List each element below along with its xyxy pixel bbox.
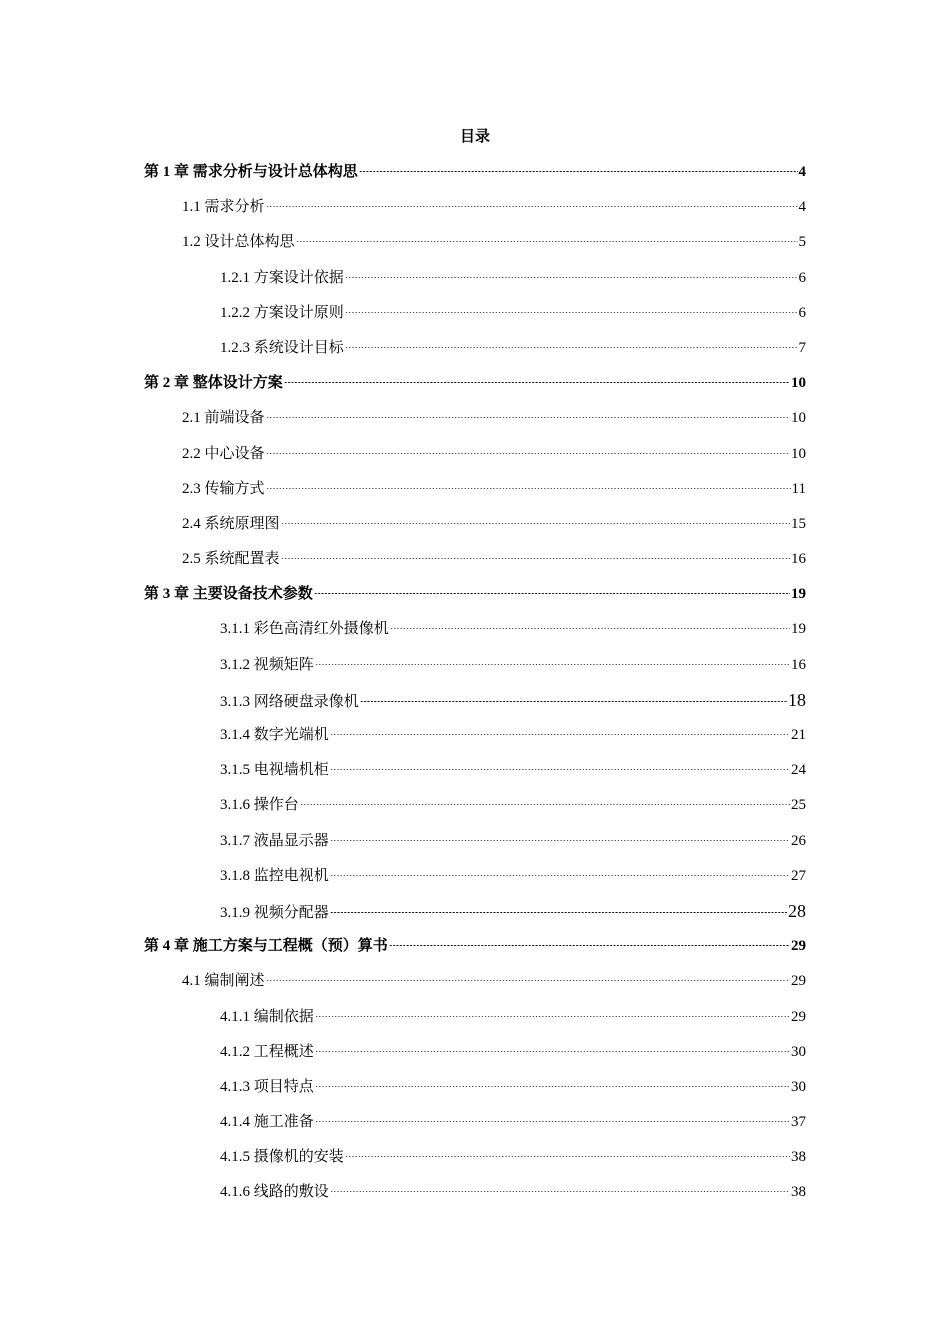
toc-section-entry[interactable]: [0, 619, 806, 654]
table-of-contents: [0, 162, 950, 1218]
toc-page-number: 29: [791, 1008, 806, 1025]
toc-section-entry[interactable]: [0, 725, 806, 760]
dot-leader: [266, 414, 790, 418]
toc-page-number: 5: [798, 234, 806, 251]
dot-leader: [330, 909, 787, 913]
toc-section-entry[interactable]: [0, 408, 806, 443]
toc-section-entry[interactable]: [0, 1077, 806, 1112]
dot-leader: [345, 274, 798, 278]
toc-section-entry[interactable]: [0, 831, 806, 866]
toc-page-number: 38: [791, 1184, 806, 1201]
toc-page-number: 7: [798, 339, 806, 356]
toc-section-entry[interactable]: [0, 795, 806, 830]
toc-chapter-entry[interactable]: [0, 162, 806, 197]
dot-leader: [300, 801, 790, 805]
toc-section-entry[interactable]: [0, 1182, 806, 1217]
toc-page-number: 6: [798, 304, 806, 321]
toc-page-number: 15: [791, 515, 806, 532]
toc-section-entry[interactable]: [0, 514, 806, 549]
dot-leader: [360, 698, 787, 702]
dot-leader: [330, 1188, 790, 1192]
toc-page-number: 19: [791, 621, 806, 638]
toc-entry-label: 1.1 需求分析: [182, 199, 265, 216]
toc-entry-label: 1.2.2 方案设计原则: [220, 304, 344, 321]
toc-page-number: 29: [791, 973, 806, 990]
toc-entry-label: 3.1.2 视频矩阵: [220, 656, 314, 673]
dot-leader: [266, 203, 798, 207]
toc-entry-label: 4.1.1 编制依据: [220, 1008, 314, 1025]
toc-entry-label: 第 1 章 需求分析与设计总体构思: [144, 164, 358, 180]
toc-section-entry[interactable]: [0, 1007, 806, 1042]
toc-page-number: 16: [791, 656, 806, 673]
dot-leader: [330, 766, 790, 770]
toc-entry-label: 2.3 传输方式: [182, 480, 265, 497]
toc-section-entry[interactable]: [0, 690, 806, 725]
dot-leader: [266, 485, 791, 489]
toc-section-entry[interactable]: [0, 303, 806, 338]
toc-page-number: 24: [791, 762, 806, 779]
toc-entry-label: 4.1.3 项目特点: [220, 1078, 314, 1095]
toc-section-entry[interactable]: [0, 444, 806, 479]
dot-leader: [284, 379, 790, 383]
toc-entry-label: 第 3 章 主要设备技术参数: [144, 586, 313, 603]
dot-leader: [330, 872, 790, 876]
toc-section-entry[interactable]: [0, 338, 806, 373]
dot-leader: [345, 309, 798, 313]
dot-leader: [315, 1083, 790, 1087]
dot-leader: [281, 520, 790, 524]
toc-section-entry[interactable]: [0, 760, 806, 795]
toc-entry-label: 3.1.1 彩色高清红外摄像机: [220, 621, 389, 638]
toc-page-number: 10: [791, 410, 806, 427]
toc-page-number: 25: [791, 797, 806, 814]
toc-entry-label: 3.1.4 数字光端机: [220, 727, 329, 743]
toc-page-number: 6: [798, 269, 806, 286]
toc-entry-label: 3.1.7 液晶显示器: [220, 832, 329, 849]
toc-page-number: 26: [791, 832, 806, 849]
toc-page-number: 21: [791, 727, 806, 743]
dot-leader: [296, 238, 798, 242]
toc-entry-label: 2.5 系统配置表: [182, 551, 280, 568]
toc-page-number: 10: [791, 375, 806, 392]
toc-entry-label: 2.4 系统原理图: [182, 515, 280, 532]
toc-section-entry[interactable]: [0, 1112, 806, 1147]
dot-leader: [281, 555, 790, 559]
dot-leader: [330, 731, 790, 735]
toc-section-entry[interactable]: [0, 1147, 806, 1182]
toc-entry-label: 1.2.3 系统设计目标: [220, 339, 344, 356]
toc-entry-label: 3.1.5 电视墙机柜: [220, 762, 329, 779]
dot-leader: [345, 344, 798, 348]
toc-page-number: 4: [798, 199, 806, 216]
dot-leader: [266, 450, 790, 454]
dot-leader: [315, 1118, 790, 1122]
dot-leader: [330, 837, 790, 841]
toc-section-entry[interactable]: [0, 866, 806, 901]
dot-leader: [315, 1013, 790, 1017]
toc-page-number: 38: [791, 1149, 806, 1166]
toc-entry-label: 2.1 前端设备: [182, 410, 265, 427]
toc-entry-label: 1.2.1 方案设计依据: [220, 269, 344, 286]
toc-section-entry[interactable]: [0, 197, 806, 232]
toc-page-number: 16: [791, 551, 806, 568]
toc-section-entry[interactable]: [0, 268, 806, 303]
toc-entry-label: 4.1.2 工程概述: [220, 1043, 314, 1060]
dot-leader: [314, 590, 790, 594]
toc-section-entry[interactable]: [0, 655, 806, 690]
toc-page-number: 19: [791, 586, 806, 603]
toc-page-number: 28: [788, 900, 806, 921]
toc-entry-label: 4.1.4 施工准备: [220, 1114, 314, 1131]
toc-entry-label: 第 4 章 施工方案与工程概（预）算书: [144, 938, 388, 955]
toc-chapter-entry[interactable]: [0, 936, 806, 971]
dot-leader: [315, 661, 790, 665]
toc-page-number: 10: [791, 445, 806, 462]
toc-entry-label: 1.2 设计总体构思: [182, 234, 295, 251]
toc-entry-label: 3.1.9 视频分配器: [220, 904, 329, 921]
toc-section-entry[interactable]: [0, 232, 806, 267]
toc-page-number: 30: [791, 1043, 806, 1060]
toc-entry-label: 第 2 章 整体设计方案: [144, 375, 283, 392]
toc-page-number: 27: [791, 867, 806, 884]
dot-leader: [359, 168, 798, 172]
toc-entry-label: 3.1.3 网络硬盘录像机: [220, 693, 359, 710]
toc-page-number: 37: [791, 1114, 806, 1131]
toc-section-entry[interactable]: [0, 901, 806, 936]
toc-entry-label: 3.1.6 操作台: [220, 797, 299, 814]
dot-leader: [390, 625, 790, 629]
toc-entry-label: 3.1.8 监控电视机: [220, 867, 329, 884]
toc-page-number: 30: [791, 1078, 806, 1095]
dot-leader: [389, 942, 790, 946]
toc-entry-label: 4.1.5 摄像机的安装: [220, 1149, 344, 1166]
dot-leader: [266, 977, 790, 981]
toc-entry-label: 2.2 中心设备: [182, 445, 265, 462]
toc-title: 目录: [459, 129, 490, 145]
toc-section-entry[interactable]: [0, 479, 806, 514]
dot-leader: [345, 1153, 790, 1157]
toc-entry-label: 4.1.6 线路的敷设: [220, 1184, 329, 1201]
toc-section-entry[interactable]: [0, 549, 806, 584]
toc-chapter-entry[interactable]: [0, 373, 806, 408]
toc-chapter-entry[interactable]: [0, 584, 806, 619]
toc-entry-label: 4.1 编制阐述: [182, 973, 265, 990]
dot-leader: [315, 1048, 790, 1052]
toc-page-number: 4: [798, 164, 806, 180]
toc-page-number: 29: [791, 938, 806, 955]
toc-section-entry[interactable]: [0, 1042, 806, 1077]
toc-section-entry[interactable]: [0, 971, 806, 1006]
toc-page-number: 11: [791, 480, 806, 497]
toc-page-number: 18: [788, 689, 806, 710]
